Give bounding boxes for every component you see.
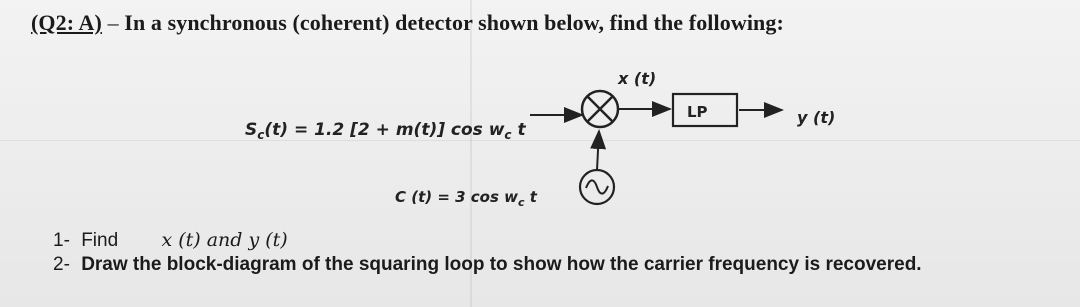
task-number: 2- xyxy=(53,254,70,275)
task-text: Find xyxy=(81,230,119,251)
task-item-2 xyxy=(53,254,922,276)
task-number: 1- xyxy=(53,230,70,251)
carrier-signal-label: C (t) = 3 $\cos w_c$ t xyxy=(395,188,537,209)
lowpass-filter-label: LP xyxy=(687,103,708,121)
task-item-1 xyxy=(53,229,288,252)
oscillator-to-mixer-arrow xyxy=(597,131,599,170)
input-signal-label: $S_c(t) = 1.2$ [2 + m(t)] $\cos w_c$ t xyxy=(245,120,526,142)
output-signal-label: y (t) xyxy=(797,108,836,127)
task-math: x (t) and y (t) xyxy=(161,229,288,251)
mixer-output-label: x (t) xyxy=(618,69,657,88)
task-text: Draw the block-diagram of the squaring loop to show how the carrier frequency is recovered. xyxy=(81,254,922,275)
question-label: (Q2: A) xyxy=(31,10,102,35)
mixer-multiplier xyxy=(582,91,618,127)
oscillator-source xyxy=(580,170,614,204)
question-separator: – xyxy=(101,10,125,35)
question-text: In a synchronous (coherent) detector shown below, find the following: xyxy=(124,10,784,35)
